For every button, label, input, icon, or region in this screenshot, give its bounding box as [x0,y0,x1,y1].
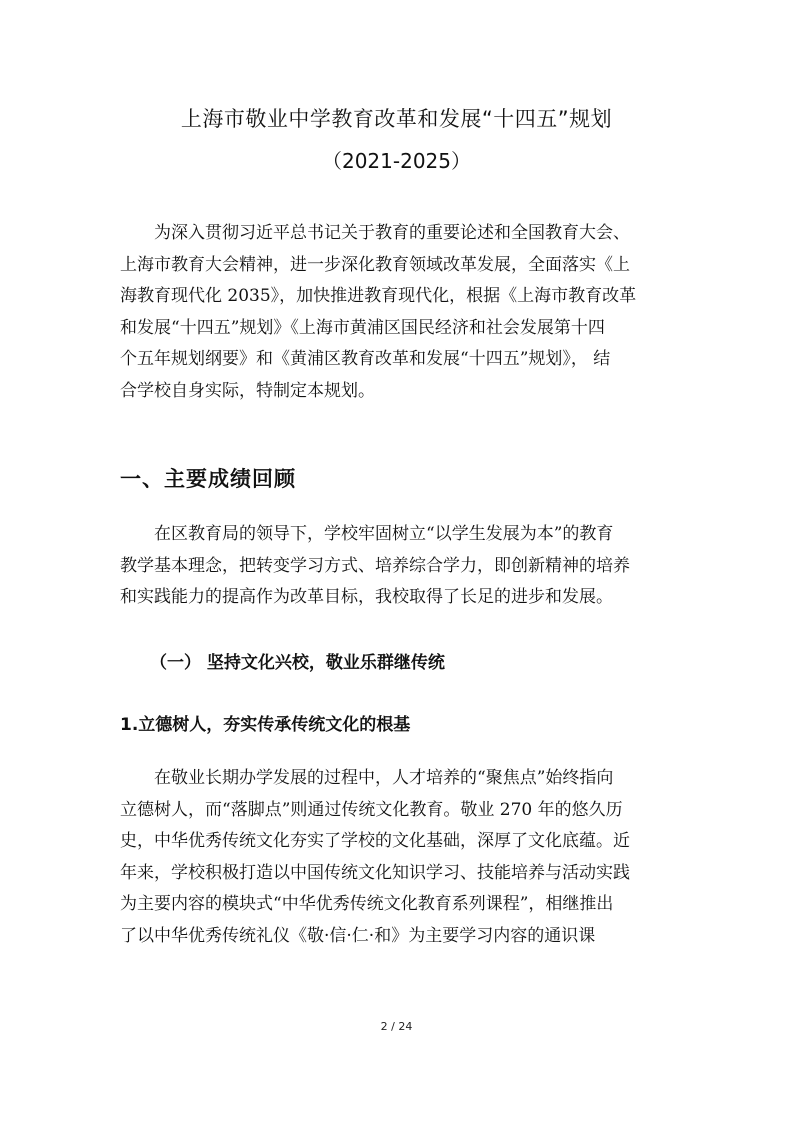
item-line: 在敬业长期办学发展的过程中，人才培养的“聚焦点”始终指向 [154,768,614,788]
intro-line: 和发展“十四五”规划》《上海市黄浦区国民经济和社会发展第十四 [120,317,605,338]
intro-line: 合学校自身实际，特制定本规划。 [120,380,375,401]
item-paragraph [120,763,680,952]
item-line: 立德树人，而“落脚点”则通过传统文化教育。敬业 270 年的悠久历 [120,799,623,820]
item-heading: 1.立德树人，夯实传承传统文化的根基 [120,715,411,735]
subsection-heading: （一） 坚持文化兴校，敬业乐群继传统 [150,653,445,673]
item-line: 年来，学校积极打造以中国传统文化知识学习、技能培养与活动实践 [120,862,630,883]
section1-line: 和实践能力的提高作为改革目标，我校取得了长足的进步和发展。 [120,587,613,607]
document-subtitle: （2021-2025） [321,149,471,173]
page-number: 2 / 24 [380,1020,413,1033]
section-heading: 一、主要成绩回顾 [120,467,296,491]
item-line: 了以中华优秀传统礼仪《敬·信·仁·和》为主要学习内容的通识课 [120,925,596,946]
section1-line: 教学基本理念，把转变学习方式、培养综合学力，即创新精神的培养 [120,555,630,576]
document-title: 上海市敬业中学教育改革和发展“十四五”规划 [180,107,613,131]
intro-line: 为深入贯彻习近平总书记关于教育的重要论述和全国教育大会、 [154,223,630,243]
intro-line: 个五年规划纲要》和《黄浦区教育改革和发展“十四五”规划》， 结 [120,349,611,369]
section1-line: 在区教育局的领导下，学校牢固树立“以学生发展为本”的教育 [154,524,614,544]
intro-line: 海教育现代化 2035》，加快推进教育现代化，根据《上海市教育改革 [120,286,637,306]
item-line: 为主要内容的模块式“中华优秀传统文化教育系列课程”，相继推出 [120,894,614,914]
section1-paragraph [120,519,680,614]
intro-paragraph [120,218,680,407]
item-line: 史，中华优秀传统文化夯实了学校的文化基础，深厚了文化底蕴。近 [120,831,630,851]
intro-line: 上海市教育大会精神，进一步深化教育领域改革发展，全面落实《上 [120,254,630,275]
